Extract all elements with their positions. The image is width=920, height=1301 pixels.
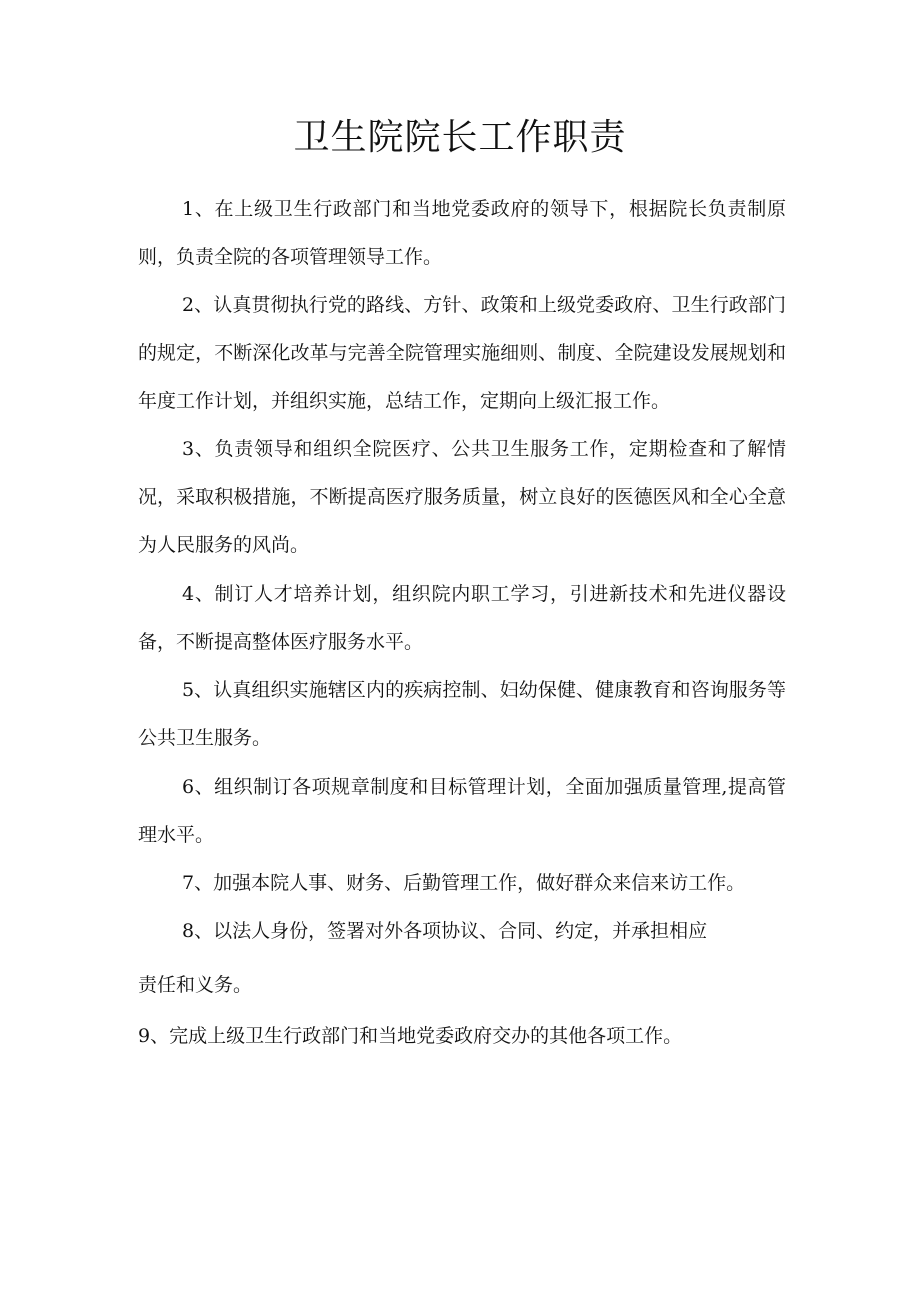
duty-item-7: 7、加强本院人事、财务、后勤管理工作，做好群众来信来访工作。 (182, 872, 746, 894)
duty-item-2: 2、认真贯彻执行党的路线、方针、政策和上级党委政府、卫生行政部门的规定，不断深化改革与完善全院管理实施细则、制度、全院建设发展规划和年度工作计划，并组织实施，总结工作，定期向上级汇报工作。 (138, 294, 786, 412)
page-title: 卫生院院长工作职责 (293, 117, 627, 158)
duty-item-5: 5、认真组织实施辖区内的疾病控制、妇幼保健、健康教育和咨询服务等公共卫生服务。 (138, 679, 786, 749)
duty-item-9: 9、完成上级卫生行政部门和当地党委政府交办的其他各项工作。 (138, 1025, 683, 1047)
duty-item-6: 6、组织制订各项规章制度和目标管理计划，全面加强质量管理,提高管理水平。 (138, 776, 786, 846)
duty-item-3: 3、负责领导和组织全院医疗、公共卫生服务工作，定期检查和了解情况，采取积极措施，不断提高医疗服务质量，树立良好的医德医风和全心全意为人民服务的风尚。 (138, 438, 786, 556)
duty-item-4: 4、制订人才培养计划，组织院内职工学习，引进新技术和先进仪器设备，不断提高整体医疗服务水平。 (138, 583, 786, 653)
duty-item-8-line-2: 责任和义务。 (138, 974, 253, 996)
duty-item-1: 1、在上级卫生行政部门和当地党委政府的领导下，根据院长负责制原则，负责全院的各项管理领导工作。 (138, 198, 786, 268)
duty-item-8-line-1: 8、以法人身份，签署对外各项协议、合同、约定，并承担相应 (182, 920, 708, 942)
